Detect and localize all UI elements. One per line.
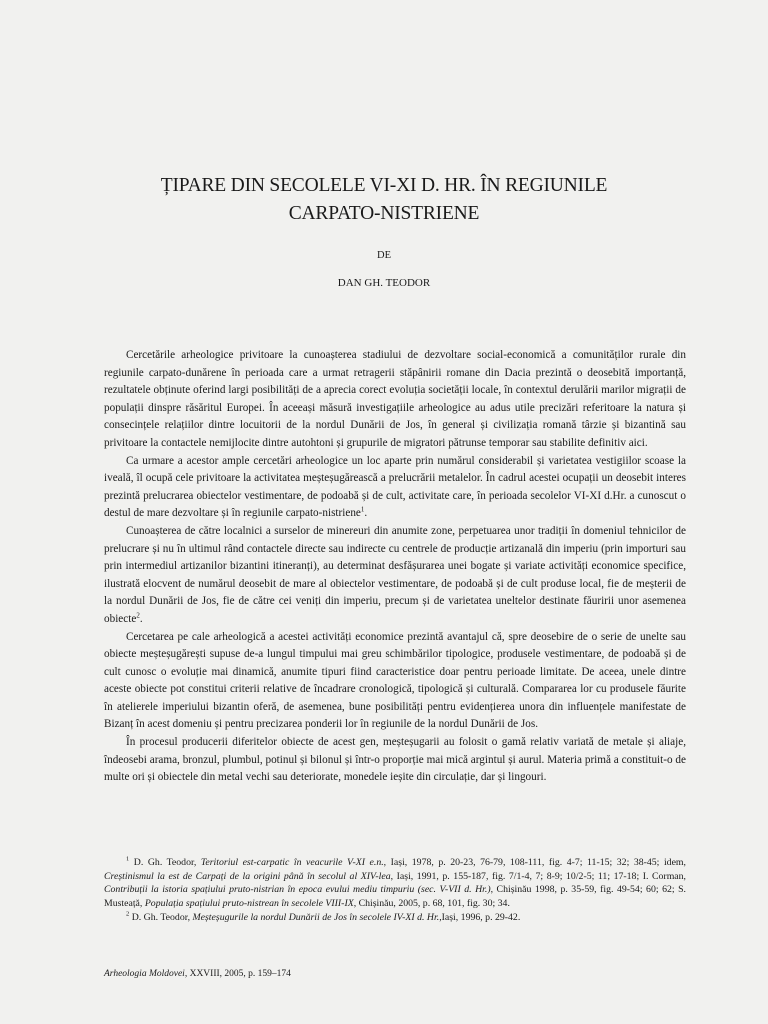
footnote-number: 1 [126, 855, 130, 863]
paragraph-text: Cercetările arheologice privitoare la cunoașterea stadiului de dezvoltare social-economică a comunităților rurale din regiunile carpato-dunărene în perioada care a urmat retragerii stăpânirii romane din Dacia prezintă o deosebită importanță, rezultatele obținute oferind largi posibilități de a aprecia corect evoluția societății locale, în contextul derulării marilor migrații de populații dinspre răsăritul Europei. În aceeași măsură investigațiile arheologice au adus utile precizări referitoare la natura și consecințele relațiilor dintre locuitorii de la nordul Dunării de Jos, în general și civilizația romană târzie și bizantină sau privitoare la contactele nemijlocite dintre autohtoni și grupurile de migratori pătrunse temporar sau stabilite definitiv aici. [104, 349, 686, 449]
title-line-1: ȚIPARE DIN SECOLELE VI-XI D. HR. ÎN REGIUNILE [160, 175, 608, 196]
paragraph-end: . [364, 507, 368, 520]
paragraph-4 [104, 629, 686, 735]
footnote-work-title: Contribuții la istoria spațiului pruto-nistrian în epoca evului mediu timpuriu (sec. V-VII d. Hr.) [104, 884, 491, 896]
paragraph-text: Ca urmare a acestor ample cercetări arheologice un loc aparte prin numărul considerabil și varietatea vestigiilor scoase la iveală, îl ocupă cele privitoare la activitatea meșteșugărească a prelucrării metalelor. În cadrul acestei ocupații un deosebit interes prezintă prelucrarea obiectelor vestimentare, de podoabă și de cult, activitate care, în perioada secolelor VI-XI d.Hr. a cunoscut o destul de mare dezvoltare și în regiunile carpato-nistriene [104, 454, 686, 520]
footnote-text: , Chișinău 1998, p. 35-59, fig. 49-54; 60; 62; S. Musteață, [104, 884, 686, 910]
paragraph-2 [104, 453, 686, 523]
paragraph-5 [104, 734, 686, 787]
byline-de: DE [377, 250, 391, 261]
journal-name: Arheologia Moldovei [104, 969, 185, 979]
paragraph-text: Cercetarea pe cale arheologică a acestei activități economice prezintă avantajul că, spre deosebire de o serie de unelte sau obiecte meșteșugărești supuse de-a lungul timpului mai greu schimbărilor tipologice, produsele vestimentare, de podoabă și de cult cunosc o evoluție mai dinamică, anumite tipuri fiind caracteristice doar pentru perioade limitate. De aceea, unele dintre aceste obiecte pot constitui criterii relative de încadrare cronologică, tipologică și culturală. Compararea lor cu produsele făurite în atelierele imperiului bizantin oferă, de asemenea, bune posibilități pentru evidențierea unora din influențele manifestate de Bizanț în acest domeniu și pentru precizarea ponderii lor în regiunile de la nordul Dunării de Jos. [104, 630, 686, 731]
footnote-1 [104, 856, 686, 911]
footnote-text: , Iași, 1991, p. 155-187, fig. 7/1-4, 7; 8-9; 10/2-5; 11; 17-18; I. Corman, [390, 870, 687, 882]
title-line-2: CARPATO-NISTRIENE [288, 203, 480, 224]
journal-details: , XXVIII, 2005, p. 159–174 [184, 969, 291, 979]
footnote-ref-2: 2 [136, 611, 140, 620]
footnote-number: 2 [126, 910, 130, 918]
footnote-2 [104, 911, 686, 925]
footnote-text: D. Gh. Teodor, [129, 911, 193, 923]
journal-citation [104, 969, 291, 979]
footnote-work-title: Meșteșugurile la nordul Dunării de Jos în secolele IV-XI d. Hr. [192, 911, 440, 923]
paragraph-1 [104, 347, 686, 453]
paragraph-text: În procesul producerii diferitelor obiecte de acest gen, meșteșugarii au folosit o gamă relativ variată de metale și aliaje, îndeosebi arama, bronzul, plumbul, potinul și bilonul și într-o proporție mai mică argintul și aurul. Materia primă a constituit-o de multe ori și obiectele din metal vechi sau deteriorate, monedele ieșite din circulație, dar și lingouri. [104, 736, 686, 784]
paragraph-end: . [139, 612, 143, 625]
footnote-text: ,Iași, 1996, p. 29-42. [439, 911, 521, 923]
footnotes [104, 856, 686, 925]
article-body [104, 347, 686, 787]
author-name: DAN GH. TEODOR [337, 277, 431, 289]
footnote-text: , Iași, 1978, p. 20-23, 76-79, 108-111, fig. 4-7; 11-15; 32; 38-45; idem, [383, 857, 686, 868]
footnote-ref-1: 1 [360, 505, 365, 514]
footnote-text: , Chișinău, 2005, p. 68, 101, fig. 30; 34. [353, 898, 510, 910]
paragraph-3 [104, 523, 686, 629]
footnote-work-title: Populația spațiului pruto-nistrean în secolele VIII-IX [144, 898, 354, 910]
footnote-work-title: Creștinismul la est de Carpați de la origini până în secolul al XIV-lea [104, 870, 391, 882]
footnote-text: D. Gh. Teodor, [129, 857, 201, 868]
paragraph-text: Cunoașterea de către localnici a surselor de minereuri din anumite zone, perpetuarea unor tradiții în domeniul tehnicilor de prelucrare și nu în ultimul rând contactele directe sau indirecte cu centrele de producție artizanală din imperiu (prin importuri sau prin intermediul artizanilor bizantini itineranți), au determinat desfășurarea unei bogate și variate activități economice specifice, ilustrată elocvent de numărul deosebit de mare al obiectelor vestimentare, de podoabă și de cult produse local, fie de meșterii de la nordul Dunării de Jos, fie de către cei veniți din imperiu, precum și de varietatea uneltelor destinate făuririi unor asemenea obiecte [104, 524, 686, 625]
article-title [100, 172, 668, 228]
footnote-work-title: Teritoriul est-carpatic în veacurile V-XI e.n. [200, 857, 384, 868]
